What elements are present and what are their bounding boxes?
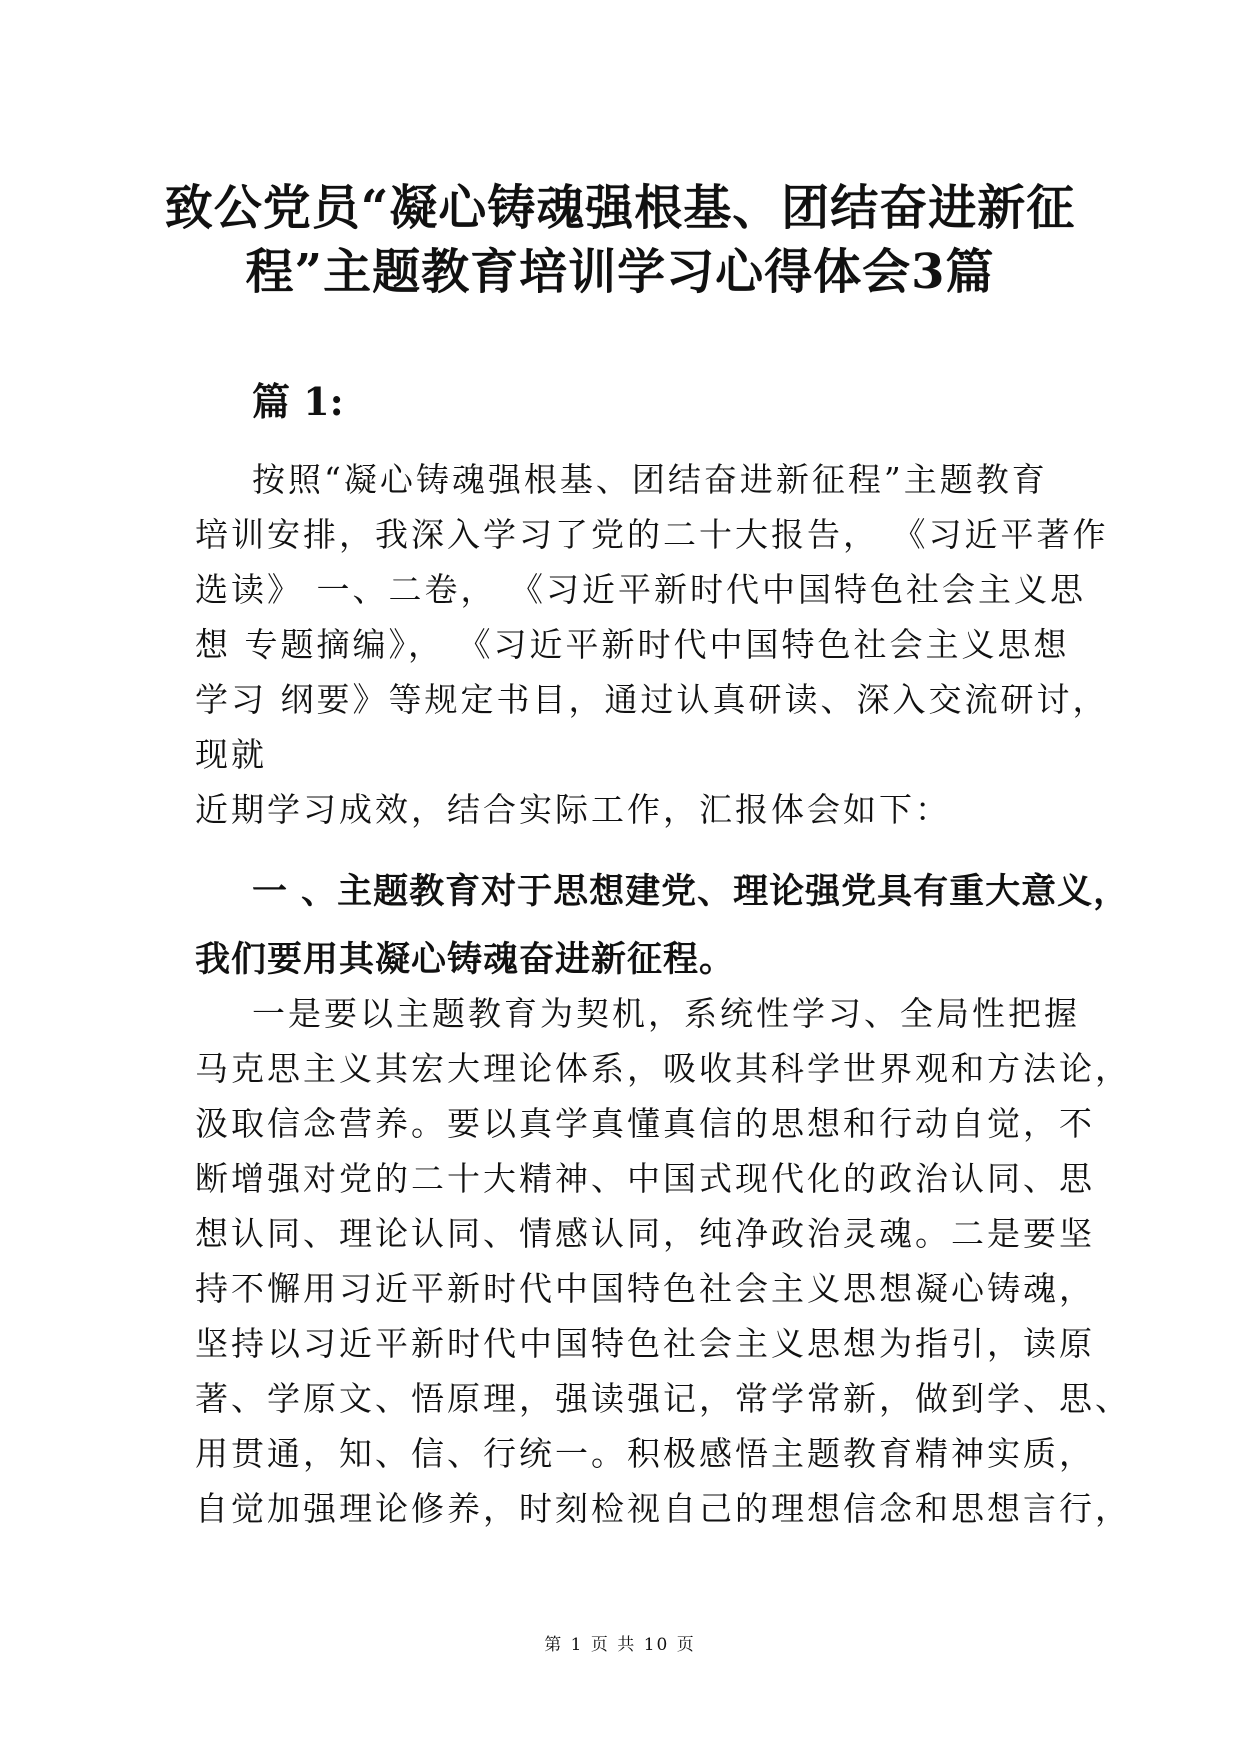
paragraph-line: 按照“凝心铸魂强根基、团结奋进新征程”主题教育 xyxy=(252,460,1048,499)
paragraph-2 xyxy=(195,986,1131,1536)
paragraph-line: 持不懈用习近平新时代中国特色社会主义思想凝心铸魂， xyxy=(195,1269,1095,1308)
paragraph-line: 近期学习成效，结合实际工作，汇报体会如下： xyxy=(195,790,951,829)
paragraph-line: 想认同、理论认同、情感认同，纯净政治灵魂。二是要坚 xyxy=(195,1214,1095,1253)
section-heading xyxy=(195,858,1130,994)
paragraph-line: 选读》 一、二卷， 《习近平新时代中国特色社会主义思 xyxy=(195,570,1086,609)
paragraph-1 xyxy=(195,452,1109,837)
page-footer: 第 1 页 共 10 页 xyxy=(544,1635,696,1655)
paragraph-line: 著、学原文、悟原理，强读强记，常学常新，做到学、思、 xyxy=(195,1379,1131,1418)
heading-line: 一 、主题教育对于思想建党、理论强党具有重大意义， xyxy=(252,871,1130,912)
paragraph-line: 自觉加强理论修养，时刻检视自己的理想信念和思想言行， xyxy=(195,1489,1131,1528)
title-line: 致公党员“凝心铸魂强根基、团结奋进新征 xyxy=(164,180,1076,236)
document-title xyxy=(150,176,1090,304)
paragraph-line: 断增强对党的二十大精神、中国式现代化的政治认同、思 xyxy=(195,1159,1095,1198)
paragraph-line: 汲取信念营养。要以真学真懂真信的思想和行动自觉，不 xyxy=(195,1104,1095,1143)
paragraph-line: 想 专题摘编》， 《习近平新时代中国特色社会主义思想 xyxy=(195,625,1070,664)
heading-line: 我们要用其凝心铸魂奋进新征程。 xyxy=(195,939,736,980)
title-line: 程”主题教育培训学习心得体会3篇 xyxy=(245,244,995,300)
paragraph-line: 一是要以主题教育为契机，系统性学习、全局性把握 xyxy=(252,994,1080,1033)
paragraph-line: 学习 纲要》等规定书目，通过认真研读、深入交流研讨， xyxy=(195,680,1109,719)
paragraph-line: 坚持以习近平新时代中国特色社会主义思想为指引，读原 xyxy=(195,1324,1095,1363)
paragraph-line: 现就 xyxy=(195,735,267,774)
paragraph-line: 马克思主义其宏大理论体系，吸收其科学世界观和方法论， xyxy=(195,1049,1131,1088)
paragraph-line: 用贯通，知、信、行统一。积极感悟主题教育精神实质， xyxy=(195,1434,1095,1473)
paragraph-line: 培训安排，我深入学习了党的二十大报告， 《习近平著作 xyxy=(195,515,1109,554)
section-label: 篇 1: xyxy=(252,379,344,424)
